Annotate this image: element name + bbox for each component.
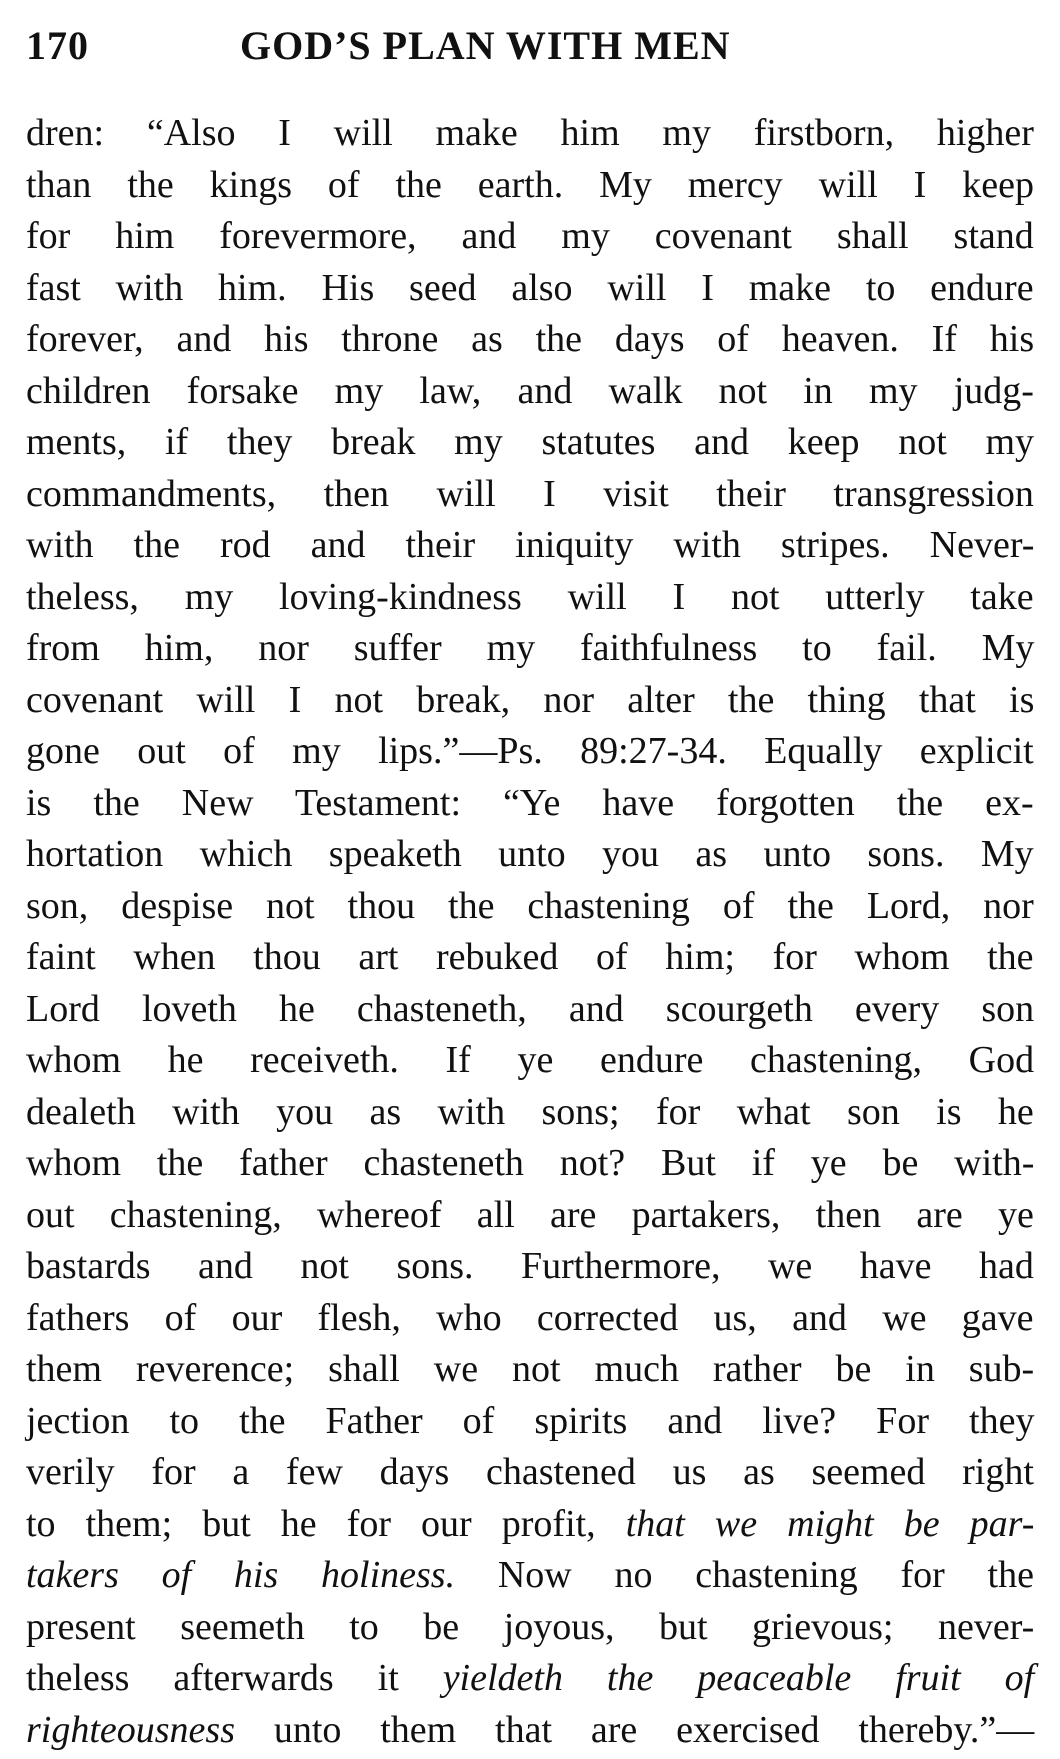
text-line bbox=[26, 1138, 1034, 1190]
text-segment: dealeth with you as with sons; for what son is he bbox=[26, 1090, 1034, 1133]
text-segment: son, despise not thou the chastening of the Lord, nor bbox=[26, 884, 1034, 927]
text-segment: ments, if they break my statutes and keep not my bbox=[26, 421, 1035, 463]
text-line bbox=[26, 778, 1034, 830]
text-line bbox=[26, 1550, 1034, 1602]
text-segment: covenant will I not break, nor alter the thing that is bbox=[26, 678, 1035, 721]
text-segment: to them; but he for our profit, bbox=[26, 1502, 626, 1545]
text-segment: from him, nor suffer my faithfulness to fail. My bbox=[26, 627, 1035, 669]
text-line bbox=[26, 108, 1034, 160]
text-segment: out chastening, whereof all are partakers, then are ye bbox=[26, 1193, 1034, 1236]
text-segment: whom he receiveth. If ye endure chastening, God bbox=[26, 1039, 1035, 1081]
text-segment: is the New Testament: “Ye have forgotten the ex- bbox=[26, 781, 1034, 824]
italic-text: yieldeth the peaceable fruit of bbox=[442, 1657, 1035, 1699]
text-line bbox=[26, 160, 1034, 212]
text-segment: verily for a few days chastened us as seemed right bbox=[26, 1451, 1034, 1493]
text-line bbox=[26, 1293, 1034, 1345]
text-line bbox=[26, 1344, 1034, 1396]
text-line bbox=[26, 520, 1034, 572]
text-line bbox=[26, 417, 1034, 469]
italic-text: that we might be par- bbox=[625, 1502, 1035, 1545]
text-segment: than the kings of the earth. My mercy will I keep bbox=[26, 163, 1034, 206]
text-segment: theless afterwards it bbox=[26, 1657, 443, 1699]
text-segment: jection to the Father of spirits and live? For they bbox=[26, 1399, 1035, 1442]
italic-text: righteousness bbox=[26, 1708, 235, 1751]
text-segment: hortation which speaketh unto you as unto sons. My bbox=[26, 833, 1034, 875]
text-line bbox=[26, 623, 1034, 675]
text-line bbox=[26, 984, 1034, 1036]
text-line bbox=[26, 829, 1034, 881]
text-segment: children forsake my law, and walk not in my judg- bbox=[26, 369, 1034, 412]
text-segment: them reverence; shall we not much rather be in sub- bbox=[26, 1348, 1035, 1390]
text-segment: forever, and his throne as the days of heaven. If his bbox=[26, 318, 1035, 360]
text-line bbox=[26, 263, 1034, 315]
text-segment: faint when thou art rebuked of him; for whom the bbox=[26, 936, 1034, 978]
text-segment: unto them that are exercised thereby.”— bbox=[235, 1708, 1035, 1751]
italic-text: takers of his holiness. bbox=[26, 1554, 456, 1596]
text-line bbox=[26, 1241, 1034, 1293]
text-segment: gone out of my lips.”—Ps. 89:27-34. Equally explicit bbox=[26, 730, 1034, 772]
text-line bbox=[26, 572, 1034, 624]
text-segment: fathers of our flesh, who corrected us, and we gave bbox=[26, 1296, 1034, 1339]
text-segment: Now no chastening for the bbox=[455, 1554, 1034, 1596]
text-line bbox=[26, 1602, 1034, 1654]
text-segment: Lord loveth he chasteneth, and scourgeth every son bbox=[26, 987, 1035, 1030]
text-segment: bastards and not sons. Furthermore, we have had bbox=[26, 1245, 1034, 1287]
text-line bbox=[26, 675, 1034, 727]
text-line bbox=[26, 314, 1034, 366]
text-line bbox=[26, 366, 1034, 418]
text-segment: present seemeth to be joyous, but grievous; never- bbox=[26, 1605, 1035, 1648]
text-segment: fast with him. His seed also will I make to endure bbox=[26, 266, 1034, 309]
text-line bbox=[26, 211, 1034, 263]
text-segment: for him forevermore, and my covenant shall stand bbox=[26, 215, 1034, 257]
running-head bbox=[26, 22, 1036, 82]
text-segment: dren: “Also I will make him my firstborn, higher bbox=[26, 112, 1034, 154]
page-number: 170 bbox=[26, 23, 89, 68]
body-text bbox=[26, 108, 1034, 1756]
text-line bbox=[26, 881, 1034, 933]
text-line bbox=[26, 932, 1034, 984]
running-title: GOD’S PLAN WITH MEN bbox=[240, 23, 731, 68]
text-line bbox=[26, 1653, 1034, 1705]
text-line bbox=[26, 1499, 1034, 1551]
text-line bbox=[26, 1087, 1034, 1139]
text-line bbox=[26, 726, 1034, 778]
text-line bbox=[26, 1705, 1034, 1757]
text-line bbox=[26, 1396, 1034, 1448]
text-segment: with the rod and their iniquity with stripes. Never- bbox=[26, 524, 1035, 566]
text-segment: whom the father chasteneth not? But if ye be with- bbox=[26, 1142, 1035, 1184]
text-segment: commandments, then will I visit their transgression bbox=[26, 472, 1034, 515]
text-line bbox=[26, 469, 1034, 521]
text-line bbox=[26, 1447, 1034, 1499]
text-line bbox=[26, 1190, 1034, 1242]
text-segment: theless, my loving-kindness will I not utterly take bbox=[26, 575, 1034, 618]
text-line bbox=[26, 1035, 1034, 1087]
